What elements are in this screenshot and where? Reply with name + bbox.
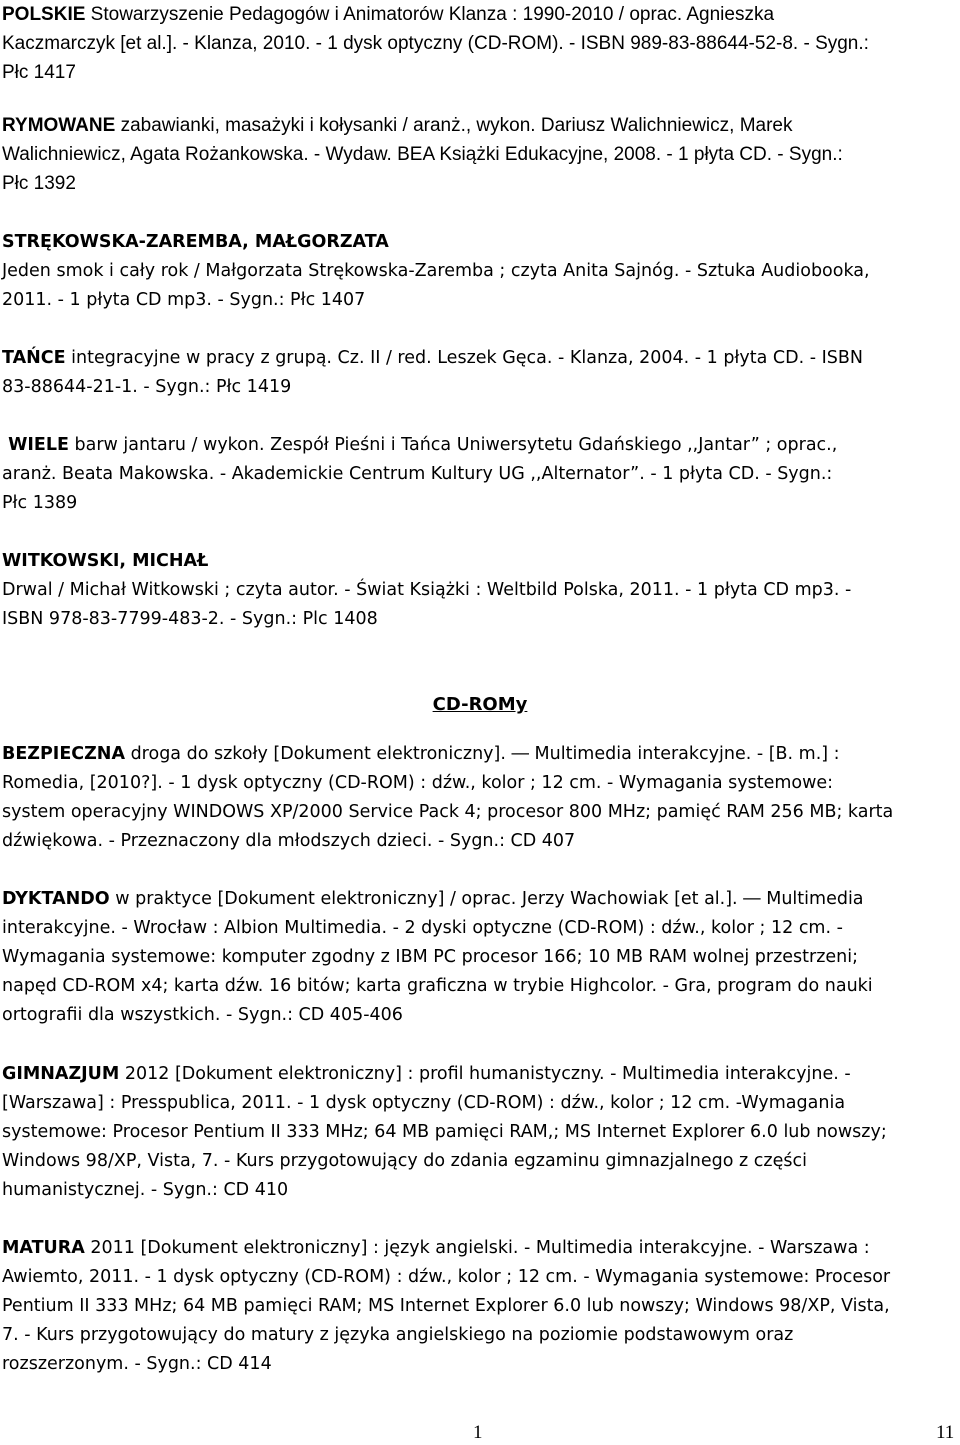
- entry-lead: TAŃCE: [2, 348, 66, 368]
- entry-text: Awiemto, 2011. - 1 dysk optyczny (CD-ROM) : dźw., kolor ; 12 cm. - Wymagania systemowe: Procesor: [2, 1267, 891, 1287]
- catalog-entry: [2, 344, 952, 402]
- entry-lead: DYKTANDO: [2, 889, 110, 909]
- catalog-entry: [2, 111, 952, 198]
- catalog-entry: [2, 547, 952, 634]
- entry-text: systemowe: Procesor Pentium II 333 MHz; 64 MB pamięci RAM,; MS Internet Explorer 6.0 lub nowszy;: [2, 1122, 887, 1142]
- entry-lead: GIMNAZJUM: [2, 1064, 120, 1084]
- entry-text: ortografii dla wszystkich. - Sygn.: CD 405-406: [2, 1005, 403, 1025]
- entry-text: Wymagania systemowe: komputer zgodny z IBM PC procesor 166; 10 MB RAM wolnej przestrzeni;: [2, 947, 859, 967]
- entry-text: Płc 1389: [2, 493, 78, 513]
- entry-text: Kaczmarczyk [et al.]. - Klanza, 2010. - 1 dysk optyczny (CD-ROM). - ISBN 989-83-88644-52-8. - Sygn.:: [2, 33, 869, 54]
- entry-text: [Warszawa] : Presspublica, 2011. - 1 dysk optyczny (CD-ROM) : dźw., kolor ; 12 cm. -Wymagania: [2, 1093, 846, 1113]
- entry-lead: MATURA: [2, 1238, 85, 1258]
- entry-text: 83-88644-21-1. - Sygn.: Płc 1419: [2, 377, 292, 397]
- entry-lead: RYMOWANE: [2, 115, 116, 136]
- section-heading-text: CD-ROMy: [432, 694, 528, 715]
- entry-text: napęd CD-ROM x4; karta dźw. 16 bitów; karta graficzna w trybie Highcolor. - Gra, program do nauki: [2, 976, 873, 996]
- entry-line: [2, 547, 952, 576]
- catalog-entry: [2, 431, 952, 518]
- entry-text: aranż. Beata Makowska. - Akademickie Centrum Kultury UG ,,Alternator”. - 1 płyta CD. - Sygn.:: [2, 464, 833, 484]
- section-heading: [0, 694, 960, 715]
- entry-text: Jeden smok i cały rok / Małgorzata Strękowska-Zaremba ; czyta Anita Sajnóg. - Sztuka Audiobooka,: [2, 261, 870, 281]
- cd-entry: [2, 885, 952, 1030]
- entry-text: Romedia, [2010?]. - 1 dysk optyczny (CD-ROM) : dźw., kolor ; 12 cm. - Wymagania systemowe:: [2, 773, 834, 793]
- entry-text: zabawianki, masażyki i kołysanki / aranż., wykon. Dariusz Walichniewicz, Marek: [115, 115, 793, 136]
- entry-lead: POLSKIE: [2, 4, 86, 25]
- entry-text: 2012 [Dokument elektroniczny] : profil humanistyczny. - Multimedia interakcyjne. -: [119, 1064, 851, 1084]
- entry-text: Płc 1392: [2, 173, 76, 194]
- entry-text: ISBN 978-83-7799-483-2. - Sygn.: Plc 1408: [2, 609, 378, 629]
- entry-text: 7. - Kurs przygotowujący do matury z języka angielskiego na poziomie podstawowym oraz: [2, 1325, 794, 1345]
- entry-line: [2, 885, 952, 914]
- cd-entry: [2, 1234, 952, 1379]
- entry-line: [2, 740, 952, 769]
- entry-line: [2, 431, 952, 460]
- catalog-entry: [2, 228, 952, 315]
- entry-line: [2, 0, 952, 29]
- entry-text: 2011 [Dokument elektroniczny] : język angielski. - Multimedia interakcyjne. - Warszawa :: [84, 1238, 870, 1258]
- entry-line: [2, 1060, 952, 1089]
- entry-text: rozszerzonym. - Sygn.: CD 414: [2, 1354, 272, 1374]
- entry-text: Windows 98/XP, Vista, 7. - Kurs przygotowujący do zdania egzaminu gimnazjalnego z części: [2, 1151, 807, 1171]
- entry-line: [2, 1234, 952, 1263]
- entry-text: interakcyjne. - Wrocław : Albion Multimedia. - 2 dyski optyczne (CD-ROM) : dźw., kolor ; 12 cm. -: [2, 918, 843, 938]
- entry-text: Płc 1417: [2, 62, 76, 83]
- entry-text: Walichniewicz, Agata Rożankowska. - Wydaw. BEA Książki Edukacyjne, 2008. - 1 płyta CD. - Sygn.:: [2, 144, 843, 165]
- entry-line: [2, 228, 952, 257]
- entry-text: dźwiękowa. - Przeznaczony dla młodszych dzieci. - Sygn.: CD 407: [2, 831, 576, 851]
- entry-lead: WIELE: [2, 435, 69, 455]
- entry-lead: WITKOWSKI, MICHAŁ: [2, 551, 209, 571]
- entry-text: 2011. - 1 płyta CD mp3. - Sygn.: Płc 1407: [2, 290, 366, 310]
- entry-text: droga do szkoły [Dokument elektroniczny]. ― Multimedia interakcyjne. - [B. m.] :: [125, 744, 840, 764]
- entry-text: barw jantaru / wykon. Zespół Pieśni i Tańca Uniwersytetu Gdańskiego ,,Jantar” ; oprac.,: [68, 435, 838, 455]
- catalog-entry: [2, 0, 952, 87]
- entry-line: [2, 111, 952, 140]
- cd-entry: [2, 740, 952, 856]
- page-number: 1: [473, 1422, 483, 1443]
- cd-entry: [2, 1060, 952, 1205]
- entry-text: humanistycznej. - Sygn.: CD 410: [2, 1180, 289, 1200]
- entry-text: system operacyjny WINDOWS XP/2000 Service Pack 4; procesor 800 MHz; pamięć RAM 256 MB; karta: [2, 802, 894, 822]
- entry-line: [2, 344, 952, 373]
- page-count: 11: [936, 1422, 955, 1443]
- entry-text: Pentium II 333 MHz; 64 MB pamięci RAM; MS Internet Explorer 6.0 lub nowszy; Windows 98/XP, Vista,: [2, 1296, 890, 1316]
- entry-text: w praktyce [Dokument elektroniczny] / oprac. Jerzy Wachowiak [et al.]. ― Multimedia: [109, 889, 864, 909]
- entry-text: integracyjne w pracy z grupą. Cz. II / red. Leszek Gęca. - Klanza, 2004. - 1 płyta CD. - ISBN: [65, 348, 863, 368]
- entry-text: Drwal / Michał Witkowski ; czyta autor. - Świat Książki : Weltbild Polska, 2011. - 1 płyta CD mp3. -: [2, 580, 852, 600]
- entry-lead: BEZPIECZNA: [2, 744, 125, 764]
- entry-text: Stowarzyszenie Pedagogów i Animatorów Klanza : 1990-2010 / oprac. Agnieszka: [85, 4, 775, 25]
- entry-lead: STRĘKOWSKA-ZAREMBA, MAŁGORZATA: [2, 232, 389, 252]
